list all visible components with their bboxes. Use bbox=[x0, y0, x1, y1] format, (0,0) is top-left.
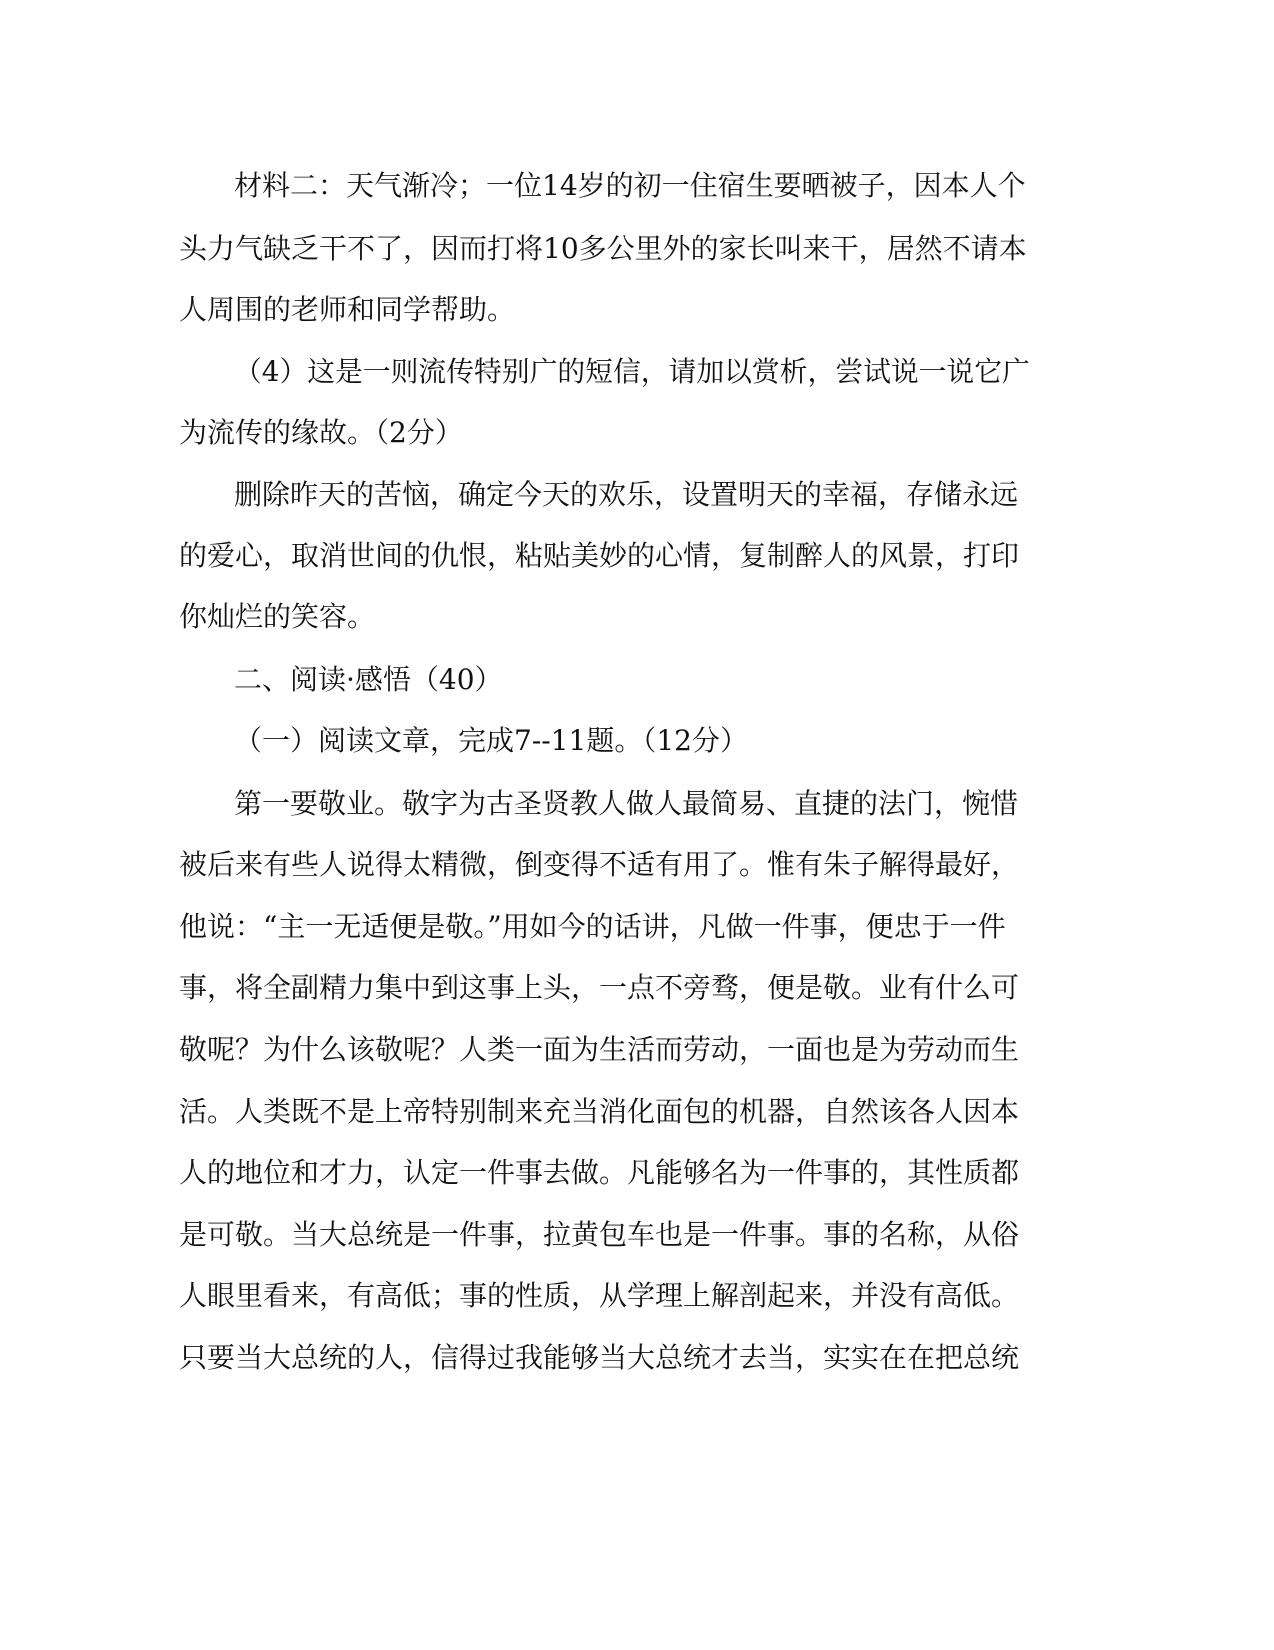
text-line-18: 是可敬。当大总统是一件事，拉黄包车也是一件事。事的名称，从俗 bbox=[179, 1218, 1020, 1251]
text-line-20: 只要当大总统的人，信得过我能够当大总统才去当，实实在在把总统 bbox=[179, 1341, 1020, 1374]
text-line-6: 删除昨天的苦恼，确定今天的欢乐，设置明天的幸福，存储永远 bbox=[234, 478, 1019, 511]
text-line-11: 第一要敬业。敬字为古圣贤教人做人最简易、直捷的法门，惋惜 bbox=[234, 787, 1019, 820]
text-line-7: 的爱心，取消世间的仇恨，粘贴美妙的心情，复制醉人的风景，打印 bbox=[179, 539, 1020, 572]
text-line-15: 敬呢？为什么该敬呢？人类一面为生活而劳动，一面也是为劳动而生 bbox=[179, 1033, 1020, 1066]
text-line-19: 人眼里看来，有高低；事的性质，从学理上解剖起来，并没有高低。 bbox=[179, 1279, 1020, 1312]
text-line-3: 人周围的老师和同学帮助。 bbox=[179, 293, 516, 326]
text-line-5: 为流传的缘故。（2分） bbox=[179, 416, 463, 449]
text-line-1: 材料二：天气渐冷；一位14岁的初一住宿生要晒被子，因本人个 bbox=[234, 169, 1026, 202]
text-line-14: 事，将全副精力集中到这事上头，一点不旁骛，便是敬。业有什么可 bbox=[179, 971, 1020, 1004]
text-line-16: 活。人类既不是上帝特别制来充当消化面包的机器，自然该各人因本 bbox=[179, 1095, 1020, 1128]
text-line-8: 你灿烂的笑容。 bbox=[179, 600, 376, 633]
text-line-12: 被后来有些人说得太精微，倒变得不适有用了。惟有朱子解得最好， bbox=[179, 848, 1020, 881]
text-line-4: （4）这是一则流传特别广的短信，请加以赏析，尝试说一说它广 bbox=[234, 355, 1030, 388]
question-heading: （一）阅读文章，完成7--11题。（12分） bbox=[234, 724, 748, 757]
text-line-17: 人的地位和才力，认定一件事去做。凡能够名为一件事的，其性质都 bbox=[179, 1156, 1020, 1189]
section-heading: 二、阅读·感悟（40） bbox=[234, 663, 503, 696]
text-line-2: 头力气缺乏干不了，因而打将10多公里外的家长叫来干，居然不请本 bbox=[179, 232, 1027, 265]
text-line-13: 他说：“主一无适便是敬。”用如今的话讲，凡做一件事，便忠于一件 bbox=[179, 910, 1006, 943]
